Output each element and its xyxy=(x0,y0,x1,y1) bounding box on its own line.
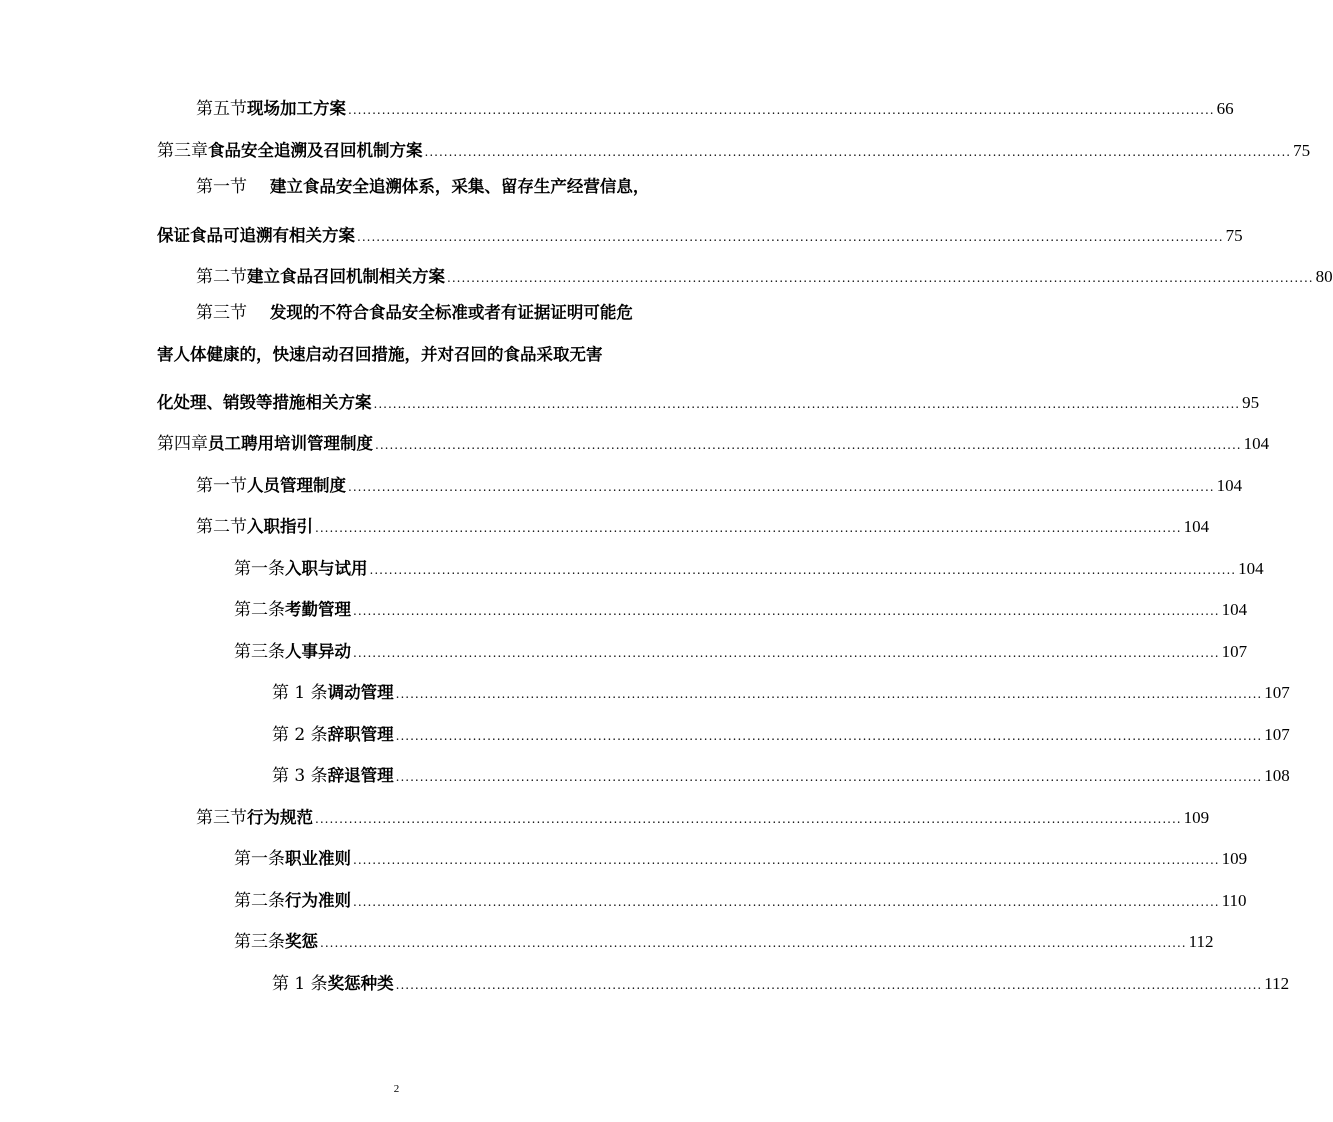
toc-entry-number: 第三节 xyxy=(196,808,247,828)
toc-entry-title: 奖惩 xyxy=(285,932,318,951)
toc-entry-page: 107 xyxy=(1221,642,1248,661)
toc-entry-title: 化处理、销毁等措施相关方案 xyxy=(157,393,372,412)
toc-entry-title: 保证食品可追溯有相关方案 xyxy=(157,226,355,245)
toc-entry[interactable] xyxy=(234,593,1248,621)
toc-entry[interactable] xyxy=(196,176,674,204)
toc-entry-title: 行为准则 xyxy=(285,891,351,910)
toc-leader-dots: .................................................................................................................................................................................... xyxy=(369,563,1237,577)
toc-entry-title: 入职与试用 xyxy=(285,559,368,578)
toc-leader-dots: .................................................................................................................................................................................... xyxy=(357,230,1224,244)
toc-entry[interactable] xyxy=(196,302,674,330)
toc-entry-page: 108 xyxy=(1264,766,1290,785)
toc-entry-title: 辞退管理 xyxy=(327,766,394,785)
toc-leader-dots: .................................................................................................................................................................................... xyxy=(395,729,1263,743)
toc-entry[interactable] xyxy=(196,801,1210,829)
page-number: 2 xyxy=(393,1083,400,1095)
toc-entry[interactable] xyxy=(157,134,1311,162)
toc-entry-continuation[interactable] xyxy=(157,344,674,372)
toc-entry-page: 104 xyxy=(1216,476,1243,495)
toc-entry-page: 104 xyxy=(1183,517,1210,536)
toc-entry-title: 建立食品召回机制相关方案 xyxy=(247,267,445,286)
toc-entry-title: 人事异动 xyxy=(285,642,351,661)
toc-leader-dots: .................................................................................................................................................................................... xyxy=(315,521,1182,535)
toc-entry-number: 第二条 xyxy=(234,600,285,620)
toc-leader-dots: .................................................................................................................................................................................... xyxy=(353,604,1220,618)
toc-entry[interactable] xyxy=(157,427,1270,455)
toc-entry-number: 第一节 xyxy=(196,476,247,496)
toc-entry-title: 人员管理制度 xyxy=(247,476,346,495)
toc-entry[interactable] xyxy=(234,552,1264,580)
toc-entry-title: 职业准则 xyxy=(285,849,351,868)
toc-entry-number: 第一节 xyxy=(196,177,247,197)
toc-entry-page: 75 xyxy=(1225,226,1243,245)
toc-entry-page: 104 xyxy=(1243,434,1270,453)
toc-entry-number: 第 1 条 xyxy=(272,974,328,994)
toc-entry-page: 107 xyxy=(1264,683,1290,702)
toc-entry-page: 112 xyxy=(1188,932,1214,951)
toc-entry[interactable] xyxy=(196,510,1210,538)
toc-entry[interactable] xyxy=(196,260,1333,288)
toc-entry-number: 第二节 xyxy=(196,267,247,287)
toc-leader-dots: .................................................................................................................................................................................... xyxy=(395,687,1263,701)
toc-entry[interactable] xyxy=(196,469,1243,497)
toc-entry-number: 第三条 xyxy=(234,642,285,662)
toc-entry[interactable] xyxy=(234,884,1247,912)
toc-leader-dots: .................................................................................................................................................................................... xyxy=(315,812,1182,826)
toc-entry-number: 第三条 xyxy=(234,932,285,952)
toc-entry-page: 104 xyxy=(1221,600,1248,619)
toc-entry-number: 第三章 xyxy=(157,141,208,161)
toc-leader-dots: .................................................................................................................................................................................... xyxy=(447,271,1314,285)
toc-entry[interactable] xyxy=(234,925,1214,953)
toc-leader-dots: .................................................................................................................................................................................... xyxy=(395,770,1263,784)
toc-entry[interactable] xyxy=(272,759,1290,787)
toc-entry-title: 发现的不符合食品安全标准或者有证据证明可能危 xyxy=(269,303,633,322)
toc-entry-page: 109 xyxy=(1221,849,1248,868)
toc-entry[interactable] xyxy=(196,92,1234,120)
toc-entry-title: 食品安全追溯及召回机制方案 xyxy=(208,141,423,160)
toc-leader-dots: .................................................................................................................................................................................... xyxy=(424,145,1292,159)
toc-entry[interactable] xyxy=(272,718,1290,746)
toc-entry-page: 75 xyxy=(1293,141,1311,160)
toc-entry-page: 112 xyxy=(1264,974,1290,993)
toc-leader-dots: .................................................................................................................................................................................... xyxy=(348,103,1215,117)
toc-leader-dots: .................................................................................................................................................................................... xyxy=(320,936,1187,950)
toc-entry-page: 110 xyxy=(1221,891,1247,910)
toc-entry-title: 奖惩种类 xyxy=(327,974,394,993)
toc-entry-page: 109 xyxy=(1183,808,1210,827)
toc-entry-title: 行为规范 xyxy=(247,808,313,827)
toc-leader-dots: .................................................................................................................................................................................... xyxy=(353,853,1220,867)
toc-entry-number: 第 2 条 xyxy=(272,725,328,745)
toc-entry-number: 第二条 xyxy=(234,891,285,911)
toc-entry-page: 107 xyxy=(1264,725,1290,744)
toc-leader-dots: .................................................................................................................................................................................... xyxy=(375,438,1242,452)
toc-entry-number: 第一条 xyxy=(234,559,285,579)
toc-entry-number: 第三节 xyxy=(196,303,247,323)
toc-entry[interactable] xyxy=(272,676,1290,704)
toc-entry[interactable] xyxy=(272,967,1290,995)
toc-leader-dots: .................................................................................................................................................................................... xyxy=(353,646,1220,660)
toc-entry[interactable] xyxy=(234,635,1248,663)
toc-entry[interactable] xyxy=(234,842,1248,870)
toc-entry-title: 建立食品安全追溯体系，采集、留存生产经营信息， xyxy=(269,177,650,196)
toc-leader-dots: .................................................................................................................................................................................... xyxy=(395,978,1263,992)
toc-entry-page: 66 xyxy=(1216,99,1234,118)
toc-entry-title: 害人体健康的，快速启动召回措施，并对召回的食品采取无害 xyxy=(157,345,603,364)
toc-entry-title: 调动管理 xyxy=(327,683,394,702)
toc-entry-continuation[interactable] xyxy=(157,219,1243,247)
toc-entry-number: 第四章 xyxy=(157,434,208,454)
toc-entry-number: 第 1 条 xyxy=(272,683,328,703)
toc-entry-continuation[interactable] xyxy=(157,386,1260,414)
toc-entry-title: 员工聘用培训管理制度 xyxy=(208,434,373,453)
toc-entry-number: 第二节 xyxy=(196,517,247,537)
toc-entry-number: 第五节 xyxy=(196,99,247,119)
toc-leader-dots: .................................................................................................................................................................................... xyxy=(348,480,1215,494)
toc-entry-page: 95 xyxy=(1242,393,1260,412)
toc-entry-title: 考勤管理 xyxy=(285,600,351,619)
toc-entry-page: 80 xyxy=(1315,267,1333,286)
toc-entry-number: 第一条 xyxy=(234,849,285,869)
toc-leader-dots: .................................................................................................................................................................................... xyxy=(353,895,1220,909)
toc-leader-dots: .................................................................................................................................................................................... xyxy=(373,397,1241,411)
toc-entry-number: 第 3 条 xyxy=(272,766,328,786)
toc-entry-page: 104 xyxy=(1238,559,1264,578)
toc-entry-title: 现场加工方案 xyxy=(247,99,346,118)
toc-entry-title: 辞职管理 xyxy=(327,725,394,744)
toc-entry-title: 入职指引 xyxy=(247,517,313,536)
